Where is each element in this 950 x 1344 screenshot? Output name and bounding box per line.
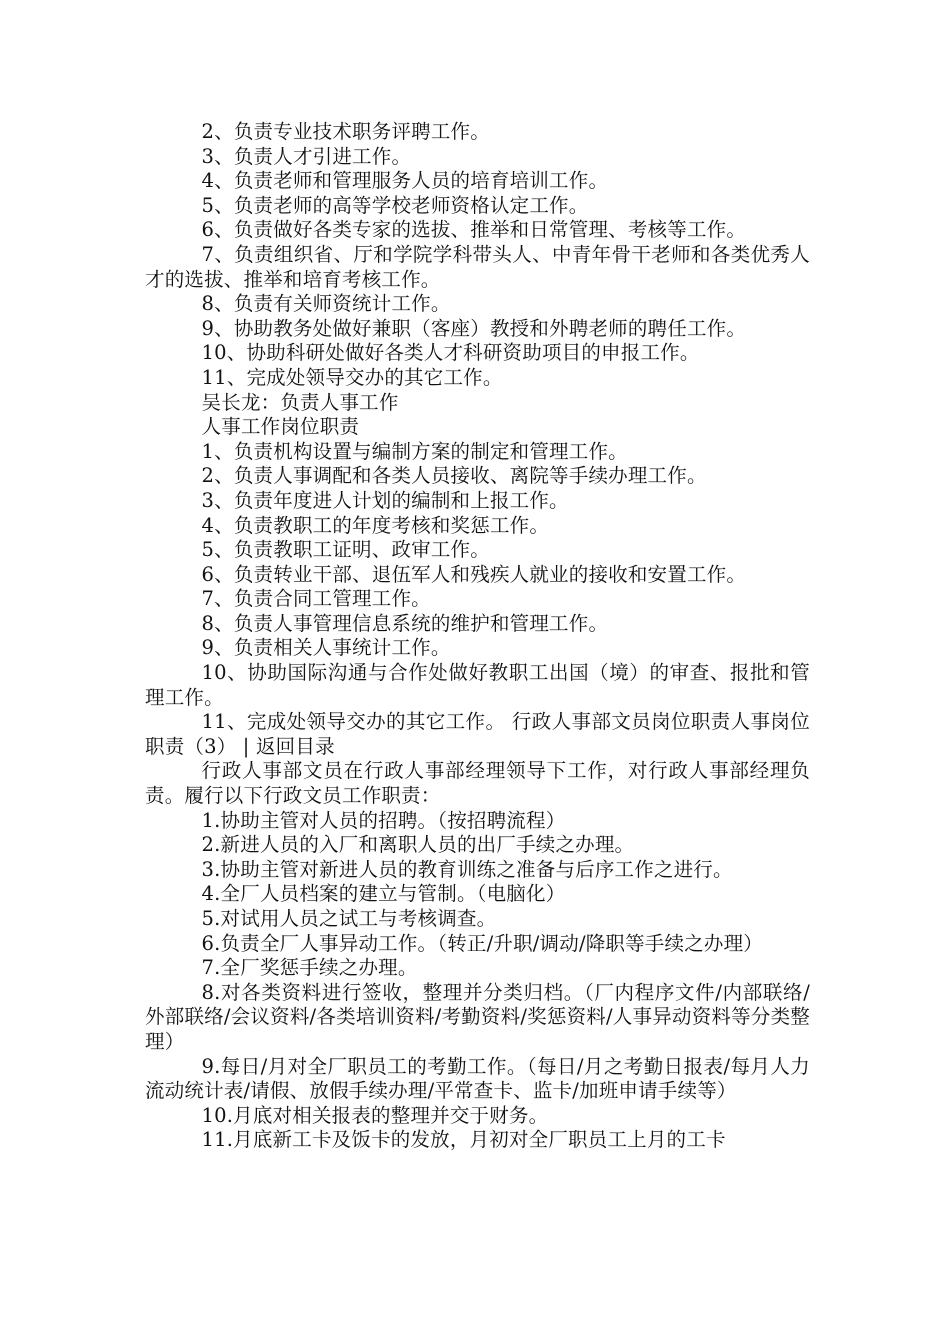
paragraph: 10.月底对相关报表的整理并交于财务。 <box>201 1103 549 1127</box>
paragraph: 11.月底新工卡及饭卡的发放，月初对全厂职员工上月的工卡 <box>201 1128 726 1152</box>
paragraph: 5.对试用人员之试工与考核调查。 <box>201 907 497 930</box>
paragraph: 7、负责合同工管理工作。 <box>201 587 431 611</box>
paragraph: 8、负责有关师资统计工作。 <box>201 292 451 316</box>
paragraph: 6、负责转业干部、退伍军人和残疾人就业的接收和安置工作。 <box>201 562 747 586</box>
paragraph: 11、完成处领导交办的其它工作。 行政人事部文员岗位职责人事岗位职责（3） | 返回目录 <box>145 710 810 758</box>
paragraph: 8、负责人事管理信息系统的维护和管理工作。 <box>201 611 609 635</box>
person-assignment: 吴长龙：负责人事工作 <box>201 390 399 414</box>
paragraph: 10、协助国际沟通与合作处做好教职工出国（境）的审查、报批和管理工作。 <box>145 661 810 709</box>
paragraph: 3、负责年度进人计划的编制和上报工作。 <box>201 488 569 512</box>
paragraph: 4、负责教职工的年度考核和奖惩工作。 <box>201 513 550 537</box>
paragraph: 2、负责专业技术职务评聘工作。 <box>201 120 490 143</box>
paragraph: 2、负责人事调配和各类人员接收、离院等手续办理工作。 <box>201 464 707 488</box>
paragraph: 4.全厂人员档案的建立与管制。（电脑化） <box>201 882 566 906</box>
paragraph: 7、负责组织省、厅和学院学科带头人、中青年骨干老师和各类优秀人才的选拔、推举和培育考核工作。 <box>145 242 810 291</box>
paragraph: 4、负责老师和管理服务人员的培育培训工作。 <box>201 169 609 193</box>
paragraph: 5、负责老师的高等学校老师资格认定工作。 <box>201 193 589 217</box>
paragraph: 9.每日/月对全厂职员工的考勤工作。（每日/月之考勤日报表/每月人力流动统计表/请假、放假手续办理/平常查卡、监卡/加班申请手续等） <box>145 1054 810 1103</box>
paragraph: 11、完成处领导交办的其它工作。 <box>201 365 503 389</box>
document-page <box>145 120 810 1153</box>
paragraph: 1.协助主管对人员的招聘。（按招聘流程） <box>201 808 566 832</box>
paragraph: 行政人事部文员在行政人事部经理领导下工作，对行政人事部经理负责。履行以下行政文员工作职责： <box>145 759 810 808</box>
paragraph: 5、负责教职工证明、政审工作。 <box>201 538 490 562</box>
paragraph: 6.负责全厂人事异动工作。（转正/升职/调动/降职等手续之办理） <box>201 931 764 955</box>
section-heading: 人事工作岗位职责 <box>201 415 360 439</box>
paragraph: 3.协助主管对新进人员的教育训练之准备与后序工作之进行。 <box>201 857 733 881</box>
paragraph: 3、负责人才引进工作。 <box>201 144 412 168</box>
paragraph: 10、协助科研处做好各类人才科研资助项目的申报工作。 <box>201 341 700 365</box>
paragraph: 9、协助教务处做好兼职（客座）教授和外聘老师的聘任工作。 <box>201 316 747 340</box>
paragraph: 8.对各类资料进行签收，整理并分类归档。（厂内程序文件/内部联络/外部联络/会议资料/各类培训资料/考勤资料/奖惩资料/人事异动资料等分类整理） <box>145 980 810 1053</box>
paragraph: 6、负责做好各类专家的选拔、推举和日常管理、考核等工作。 <box>201 218 747 242</box>
paragraph: 7.全厂奖惩手续之办理。 <box>201 956 418 980</box>
paragraph: 9、负责相关人事统计工作。 <box>201 636 451 660</box>
paragraph: 1、负责机构设置与编制方案的制定和管理工作。 <box>201 439 628 463</box>
paragraph: 2.新进人员的入厂和离职人员的出厂手续之办理。 <box>201 833 635 857</box>
